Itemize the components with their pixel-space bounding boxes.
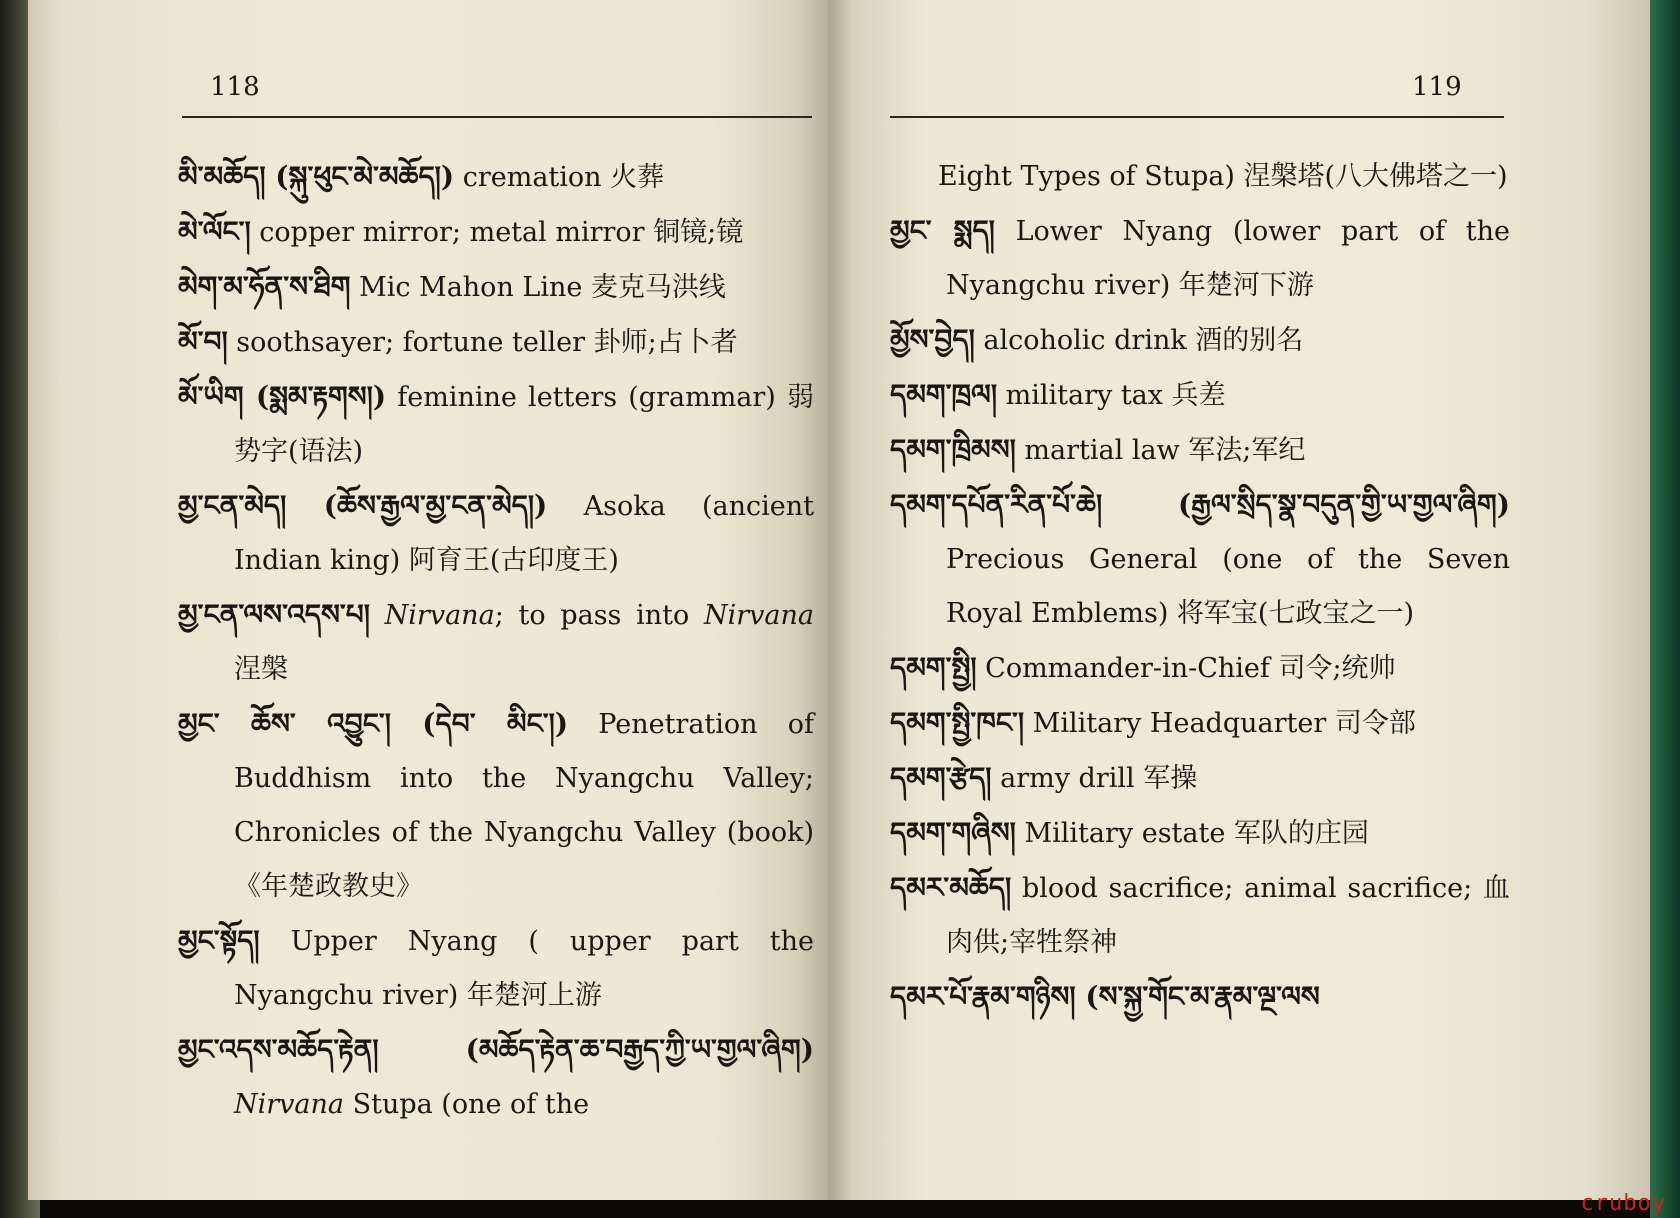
dictionary-entry [178, 260, 814, 315]
left-page [28, 0, 828, 1200]
entry-gloss: feminine letters (grammar) 弱势字(语法) [234, 382, 814, 467]
entry-gloss: blood sacrifice; animal sacrifice; 血肉供;宰牲祭神 [946, 873, 1510, 958]
entry-gloss-mid: ; to pass into [494, 600, 704, 631]
entry-gloss: copper mirror; metal mirror 铜镜;镜 [250, 217, 744, 248]
entry-continuation: Eight Types of Stupa) 涅槃塔(八大佛塔之一) [938, 161, 1508, 192]
header-rule [182, 116, 812, 118]
tibetan-headword: མྱང་ ཆོས་ འབྱུང་། (དེབ་ མིང་།) [178, 707, 569, 740]
header-rule [890, 116, 1504, 118]
tibetan-headword: མེག་མ་ཧོན་ས་ཐིག [178, 270, 351, 303]
dictionary-entry [178, 588, 814, 697]
page-number: 118 [210, 72, 260, 102]
entry-gloss: army drill 军操 [991, 763, 1198, 794]
dictionary-entry [890, 970, 1510, 1025]
tibetan-headword: དམག་ཁྲིམས། [890, 433, 1016, 466]
tibetan-headword: དམག་དཔོན་རིན་པོ་ཆེ། (རྒྱལ་སྲིད་སྣ་བདུན་གྱི་ཡ་གྱལ་ཞིག) [890, 488, 1510, 521]
dictionary-entry [890, 751, 1510, 806]
tibetan-headword: མྱང་ སྨད། [890, 214, 995, 247]
entry-gloss-mid: Stupa (one of the [344, 1089, 590, 1120]
dictionary-entry [890, 641, 1510, 696]
tibetan-headword: དམག་ཁྲལ། [890, 378, 998, 411]
tibetan-headword: དམར་མཆོད། [890, 871, 1012, 904]
page-number: 119 [1412, 72, 1462, 102]
dictionary-entry [178, 479, 814, 588]
dictionary-entry [178, 914, 814, 1023]
dictionary-entry [178, 370, 814, 479]
entry-gloss: Mic Mahon Line 麦克马洪线 [350, 272, 726, 303]
entry-list [178, 150, 814, 1132]
entry-gloss: Lower Nyang (lower part of the Nyangchu river) 年楚河下游 [946, 216, 1510, 301]
entry-gloss: Upper Nyang ( upper part the Nyangchu river) 年楚河上游 [234, 926, 814, 1011]
dictionary-entry [178, 150, 814, 205]
tibetan-headword: མོ་ཡིག (སྨམ་རྟགས།) [178, 380, 387, 413]
dictionary-entry [890, 861, 1510, 970]
entry-gloss: cremation 火葬 [454, 162, 665, 193]
dictionary-entry [890, 696, 1510, 751]
right-page [828, 0, 1654, 1200]
dictionary-entry [890, 313, 1510, 368]
tibetan-headword: མྱང་འདས་མཆོད་རྟེན། (མཆོད་རྟེན་ཆ་བརྒྱད་ཀྱི་ཡ་གྱལ་ཞིག) [178, 1033, 814, 1066]
dictionary-entry [890, 423, 1510, 478]
tibetan-headword: དམག་སྤྱི་ཁང་། [890, 706, 1025, 739]
dictionary-entry [890, 204, 1510, 313]
dictionary-entry [178, 1023, 814, 1132]
entry-gloss: Military Headquarter 司令部 [1024, 708, 1416, 739]
tibetan-headword: མི་མཆོད། (སྐུ་ཕུང་མེ་མཆོད།) [178, 160, 455, 193]
italic-term: Nirvana [384, 600, 495, 631]
entry-gloss: Precious General (one of the Seven Royal Emblems) 将军宝(七政宝之一) [946, 544, 1510, 629]
tibetan-headword: མེ་ལོང་། [178, 215, 251, 248]
dictionary-entry [178, 697, 814, 914]
entry-gloss-post: 涅槃 [234, 654, 288, 685]
tibetan-headword: དམག་གཞིས། [890, 816, 1016, 849]
tibetan-headword: མྱ་ངན་ལས་འདས་པ། [178, 598, 370, 631]
tibetan-headword: མྱོས་བྱེད། [890, 323, 975, 356]
dictionary-entry [178, 205, 814, 260]
entry-gloss: martial law 军法;军纪 [1015, 435, 1306, 466]
dictionary-entry [890, 478, 1510, 641]
dictionary-entry [890, 806, 1510, 861]
italic-term: Nirvana [703, 600, 814, 631]
entry-gloss: Asoka (ancient Indian king) 阿育王(古印度王) [234, 491, 814, 576]
entry-gloss: Penetration of Buddhism into the Nyangchu Valley; Chronicles of the Nyangchu Valley (book)《年楚政教史》 [234, 709, 814, 902]
dictionary-entry [178, 315, 814, 370]
tibetan-headword: དམག་སྤྱི། [890, 651, 977, 684]
entry-gloss: soothsayer; fortune teller 卦师;占卜者 [227, 327, 738, 358]
tibetan-headword: མྱ་ངན་མེད། (ཆོས་རྒྱལ་མྱ་ངན་མེད།) [178, 489, 548, 522]
tibetan-headword: དམར་པོ་རྣམ་གཉིས། (ས་སྐྱ་གོང་མ་རྣམ་ལྔ་ལས [890, 980, 1320, 1013]
dictionary-entry [890, 368, 1510, 423]
entry-list [890, 150, 1510, 1025]
entry-gloss: Commander-in-Chief 司令;统帅 [976, 653, 1396, 684]
entry-gloss: alcoholic drink 酒的别名 [974, 325, 1304, 356]
watermark: cruboy [1580, 1191, 1666, 1216]
italic-term: Nirvana [234, 1089, 345, 1120]
entry-gloss: Military estate 军队的庄园 [1015, 818, 1369, 849]
tibetan-headword: མོ་བ། [178, 325, 228, 358]
entry-gloss: military tax 兵差 [997, 380, 1226, 411]
entry-gloss-pre [370, 600, 385, 631]
tibetan-headword: དམག་རྩེད། [890, 761, 992, 794]
book-cover-edge [1650, 0, 1680, 1218]
tibetan-headword: མྱང་སྟོད། [178, 924, 260, 957]
